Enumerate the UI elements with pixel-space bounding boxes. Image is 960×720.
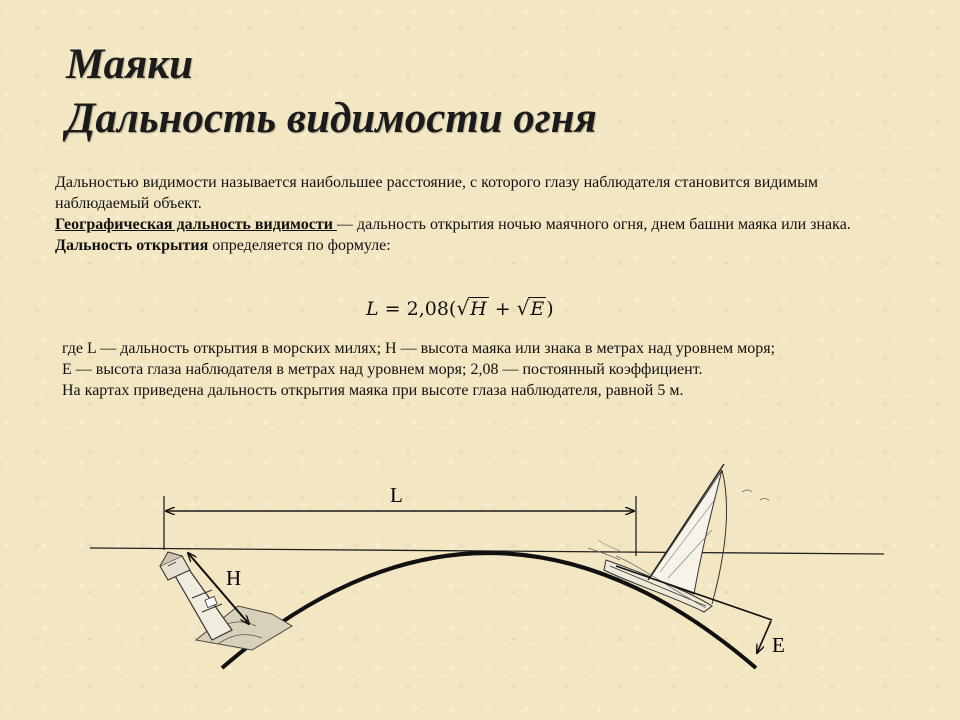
slide-title	[66, 38, 866, 146]
legend-line-3: На картах приведена дальность открытия маяка при высоте глаза наблюдателя, равной 5 м.	[62, 382, 684, 399]
label-h: H	[226, 566, 242, 590]
geographic-visibility-definition	[55, 214, 895, 235]
opening-range-intro	[55, 235, 895, 256]
opening-range-term: Дальность открытия	[55, 237, 209, 254]
label-e: E	[772, 633, 785, 657]
geographic-visibility-text: — дальность открытия ночью маячного огня, днем башни маяка или знака.	[336, 216, 851, 233]
formula-legend	[62, 338, 922, 401]
e-dimension-line	[757, 621, 771, 653]
title-line-2: Дальность видимости огня	[66, 95, 597, 142]
legend-line-2: E — высота глаза наблюдателя в метрах над уровнем моря; 2,08 — постоянный коэффициент.	[62, 361, 703, 378]
formula-e: E	[530, 298, 545, 320]
formula-h: H	[470, 298, 487, 320]
geographic-visibility-term: Географическая дальность видимости	[55, 216, 337, 233]
sqrt-sign-h: √	[456, 296, 470, 320]
legend-line-1: где L — дальность открытия в морских милях; H — высота маяка или знака в метрах над уровнем моря;	[62, 340, 776, 357]
opening-range-text: определяется по формуле:	[208, 237, 391, 254]
definition-text	[55, 172, 895, 256]
sailboat-icon	[588, 464, 769, 612]
formula-coefficient: = 2,08(	[378, 298, 457, 320]
visibility-definition: Дальностью видимости называется наибольшее расстояние, с которого глазу наблюдателя становится видимым наблюдаемый объект.	[55, 174, 818, 212]
sqrt-sign-e: √	[516, 296, 530, 320]
label-l: L	[390, 483, 403, 507]
visibility-range-diagram	[0, 420, 960, 720]
formula-plus: +	[488, 298, 517, 320]
formula-close: )	[546, 298, 554, 320]
range-formula	[366, 296, 554, 320]
title-line-1: Маяки	[66, 41, 193, 88]
formula-l: L	[366, 298, 379, 320]
